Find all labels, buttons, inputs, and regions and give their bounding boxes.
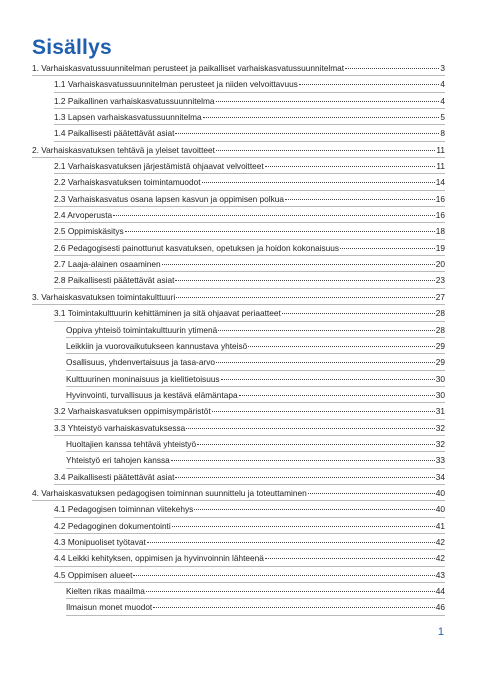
toc-entry-title: 4.4 Leikki kehityksen, oppimisen ja hyvinvoinnin lähteenä (54, 553, 264, 564)
toc-entry[interactable] (32, 387, 445, 403)
toc-entry-title: 2. Varhaiskasvatuksen tehtävä ja yleiset tavoitteet (32, 144, 215, 155)
toc-entry[interactable] (32, 452, 445, 468)
toc-entry-page: 31 (435, 406, 445, 417)
toc-dot-leader (202, 182, 435, 183)
toc-dot-leader (212, 411, 435, 412)
toc-dot-leader (113, 215, 435, 216)
toc-entry[interactable] (32, 93, 445, 109)
toc-entry-page: 44 (435, 586, 445, 596)
toc-entry[interactable] (32, 207, 445, 223)
toc-entry[interactable] (32, 60, 445, 76)
toc-dot-leader (175, 280, 434, 281)
toc-dot-leader (345, 68, 439, 69)
toc-entry-title: Kulttuurinen moninaisuus ja kielitietoisuus (66, 373, 220, 384)
toc-dot-leader (285, 199, 435, 200)
page-number: 1 (437, 626, 444, 638)
toc-entry-page: 20 (435, 259, 445, 270)
toc-entry-title: 3.3 Yhteistyö varhaiskasvatuksessa (54, 422, 186, 433)
toc-entry[interactable] (32, 501, 445, 517)
toc-dot-leader (248, 346, 435, 347)
toc-entry[interactable] (32, 583, 445, 599)
toc-dot-leader (239, 395, 435, 396)
toc-entry-page: 18 (435, 226, 445, 237)
toc-entry-page: 29 (435, 357, 445, 368)
toc-entry-title: 2.2 Varhaiskasvatuksen toimintamuodot (54, 177, 201, 188)
toc-entry-page: 14 (435, 177, 445, 188)
toc-dot-leader (282, 313, 435, 314)
toc-entry-title: 2.8 Paikallisesti päätettävät asiat (54, 275, 175, 286)
toc-entry-page: 8 (440, 128, 445, 139)
toc-entry[interactable] (32, 125, 445, 141)
toc-dot-leader (218, 330, 435, 331)
toc-entry-title: Leikkiin ja vuorovaikutukseen kannustava yhteisö (66, 340, 248, 351)
toc-entry[interactable] (32, 485, 445, 501)
toc-entry[interactable] (32, 289, 445, 305)
toc-entry-title: 2.5 Oppimiskäsitys (54, 226, 124, 237)
toc-dot-leader (216, 101, 440, 102)
toc-dot-leader (172, 526, 435, 527)
page-title: Sisällys (32, 36, 112, 59)
toc-dot-leader (203, 117, 440, 118)
toc-entry-title: 4. Varhaiskasvatuksen pedagogisen toiminnan suunnittelu ja toteuttaminen (32, 487, 307, 498)
toc-entry[interactable] (32, 191, 445, 207)
toc-dot-leader (171, 460, 435, 461)
toc-entry-page: 32 (435, 438, 445, 449)
toc-entry-page: 16 (435, 210, 445, 221)
toc-dot-leader (147, 542, 435, 543)
toc-entry-page: 28 (435, 324, 445, 335)
toc-entry[interactable] (32, 371, 445, 387)
toc-dot-leader (186, 428, 434, 429)
toc-entry-title: 1. Varhaiskasvatussuunnitelman perusteet ja paikalliset varhaiskasvatussuunnitelmat (32, 63, 345, 73)
toc-entry-title: 3.2 Varhaiskasvatuksen oppimisympäristöt (54, 406, 211, 417)
toc-entry-page: 11 (436, 161, 445, 172)
toc-entry-title: 3. Varhaiskasvatuksen toimintakulttuuri (32, 291, 176, 302)
toc-entry[interactable] (32, 142, 445, 158)
toc-entry-page: 40 (435, 504, 445, 515)
toc-entry[interactable] (32, 550, 445, 566)
toc-dot-leader (175, 133, 439, 134)
toc-entry-page: 34 (435, 471, 445, 482)
toc-dot-leader (216, 150, 435, 151)
toc-entry-page: 16 (435, 193, 445, 204)
toc-entry[interactable] (32, 518, 445, 534)
toc-entry-title: Hyvinvointi, turvallisuus ja kestävä elämäntapa (66, 389, 238, 400)
toc-entry-title: 1.2 Paikallinen varhaiskasvatussuunnitelma (54, 95, 215, 106)
toc-entry-title: 2.1 Varhaiskasvatuksen järjestämistä ohjaavat velvoitteet (54, 161, 264, 172)
toc-entry-page: 28 (435, 308, 445, 319)
toc-dot-leader (125, 231, 435, 232)
toc-entry-page: 30 (435, 373, 445, 384)
toc-entry[interactable] (32, 420, 445, 436)
toc-entry-page: 43 (435, 569, 445, 580)
toc-dot-leader (216, 362, 435, 363)
table-of-contents (32, 60, 445, 616)
toc-entry[interactable] (32, 354, 445, 370)
toc-entry-title: 1.3 Lapsen varhaiskasvatussuunnitelma (54, 112, 202, 123)
toc-entry[interactable] (32, 469, 445, 485)
toc-dot-leader (146, 591, 435, 592)
toc-entry-title: 3.1 Toimintakulttuurin kehittäminen ja sitä ohjaavat periaatteet (54, 308, 281, 319)
toc-entry-title: 2.6 Pedagogisesti painottunut kasvatuksen, opetuksen ja hoidon kokonaisuus (54, 242, 340, 253)
toc-entry-title: 4.1 Pedagogisen toiminnan viitekehys (54, 504, 194, 515)
toc-entry-title: 2.7 Laaja-alainen osaaminen (54, 259, 161, 270)
toc-entry-page: 3 (440, 63, 445, 73)
toc-entry[interactable] (32, 76, 445, 92)
toc-entry[interactable] (32, 158, 445, 174)
toc-entry-page: 29 (435, 340, 445, 351)
toc-dot-leader (197, 444, 435, 445)
toc-entry-title: Huoltajien kanssa tehtävä yhteistyö (66, 438, 197, 449)
toc-dot-leader (265, 166, 436, 167)
toc-entry[interactable] (32, 240, 445, 256)
toc-entry-title: Yhteistyö eri tahojen kanssa (66, 455, 170, 466)
toc-entry[interactable] (32, 174, 445, 190)
toc-entry-page: 42 (435, 553, 445, 564)
toc-entry-title: Oppiva yhteisö toimintakulttuurin ytimenä (66, 324, 218, 335)
toc-entry-page: 32 (435, 422, 445, 433)
toc-entry-page: 42 (435, 536, 445, 547)
toc-entry[interactable] (32, 272, 445, 288)
toc-dot-leader (308, 493, 435, 494)
toc-dot-leader (299, 84, 440, 85)
toc-dot-leader (153, 607, 435, 608)
toc-entry[interactable] (32, 599, 445, 615)
toc-entry-title: 4.5 Oppimisen alueet (54, 569, 133, 580)
toc-entry-page: 46 (435, 602, 445, 613)
toc-entry-title: Ilmaisun monet muodot (66, 602, 153, 613)
toc-dot-leader (133, 575, 434, 576)
toc-entry[interactable] (32, 256, 445, 272)
toc-entry[interactable] (32, 534, 445, 550)
toc-entry-title: 4.3 Monipuoliset työtavat (54, 536, 146, 547)
toc-entry[interactable] (32, 436, 445, 452)
toc-entry[interactable] (32, 567, 445, 583)
toc-dot-leader (340, 248, 435, 249)
toc-entry[interactable] (32, 322, 445, 338)
toc-entry-page: 33 (435, 455, 445, 466)
toc-entry-page: 19 (435, 242, 445, 253)
toc-entry-title: 4.2 Pedagoginen dokumentointi (54, 520, 171, 531)
toc-entry-page: 40 (435, 487, 445, 498)
toc-entry-page: 4 (440, 95, 445, 106)
toc-dot-leader (194, 509, 434, 510)
toc-entry-title: 3.4 Paikallisesti päätettävät asiat (54, 471, 175, 482)
toc-entry-page: 41 (435, 520, 445, 531)
toc-entry-page: 4 (440, 79, 445, 90)
toc-entry-title: Osallisuus, yhdenvertaisuus ja tasa-arvo (66, 357, 215, 368)
toc-entry-title: 1.1 Varhaiskasvatussuunnitelman perusteet ja niiden velvoittavuus (54, 79, 298, 90)
toc-dot-leader (265, 558, 435, 559)
toc-entry-page: 30 (435, 389, 445, 400)
toc-entry[interactable] (32, 223, 445, 239)
toc-entry[interactable] (32, 305, 445, 321)
toc-entry-title: 2.4 Arvoperusta (54, 210, 113, 221)
toc-entry-page: 11 (436, 144, 445, 155)
toc-entry-page: 5 (440, 112, 445, 123)
toc-dot-leader (162, 264, 435, 265)
toc-dot-leader (175, 477, 434, 478)
toc-entry[interactable] (32, 109, 445, 125)
toc-entry[interactable] (32, 403, 445, 419)
toc-entry-page: 27 (435, 291, 445, 302)
toc-entry-page: 23 (435, 275, 445, 286)
toc-dot-leader (221, 379, 435, 380)
toc-dot-leader (176, 297, 434, 298)
toc-entry-title: 2.3 Varhaiskasvatus osana lapsen kasvun ja oppimisen polkua (54, 193, 284, 204)
toc-entry-title: 1.4 Paikallisesti päätettävät asiat (54, 128, 175, 139)
toc-entry[interactable] (32, 338, 445, 354)
toc-entry-title: Kielten rikas maailma (66, 586, 145, 596)
